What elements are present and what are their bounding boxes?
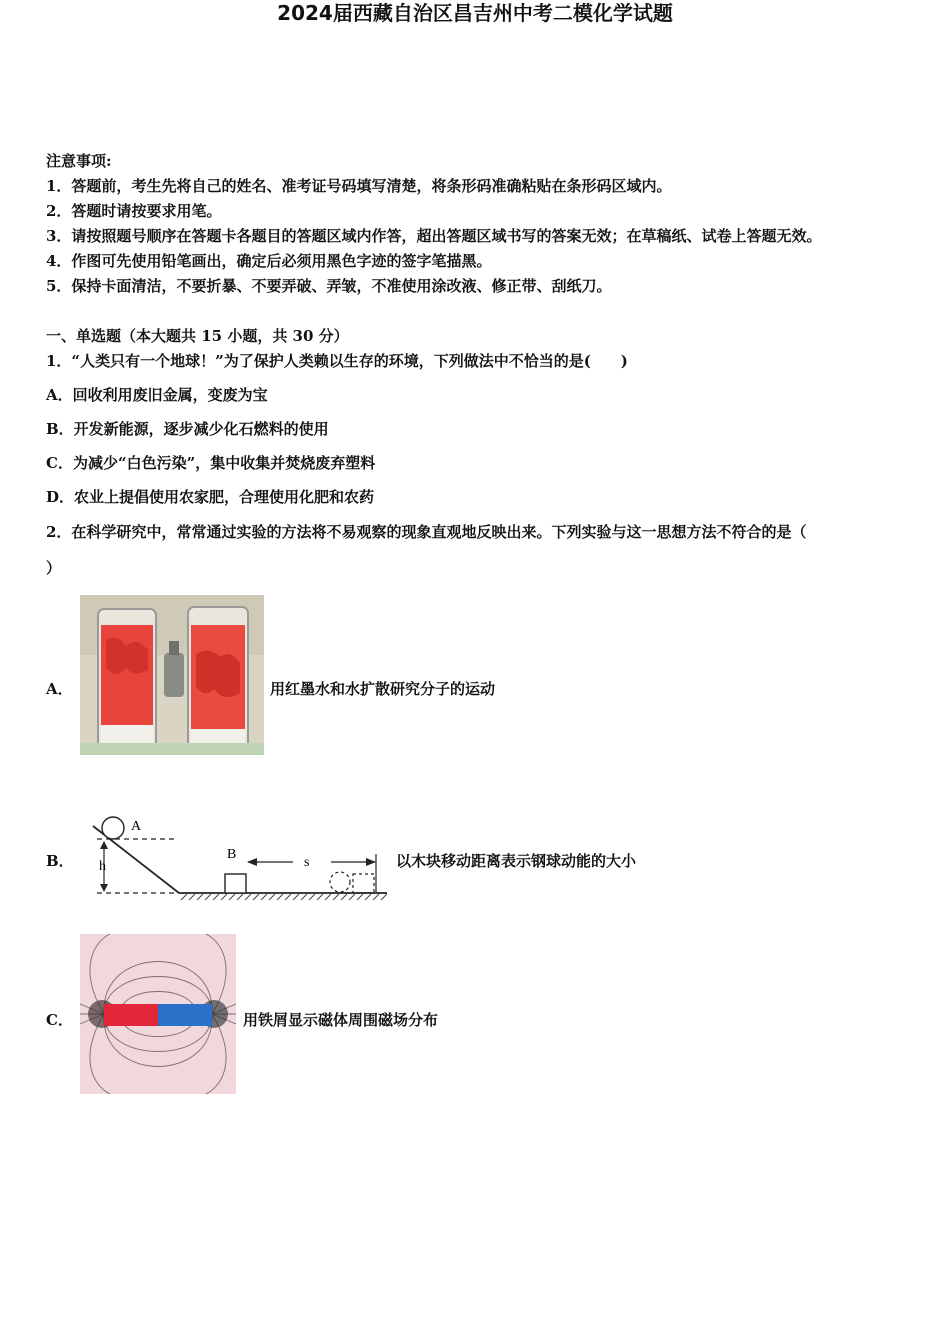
option-b-letter: B． bbox=[46, 852, 74, 870]
height-label: h bbox=[99, 859, 106, 874]
ink-diffusion-photo bbox=[80, 595, 264, 755]
distance-label: s bbox=[304, 855, 310, 870]
option-a-text: 用红墨水和水扩散研究分子的运动 bbox=[270, 680, 496, 698]
block-label: B bbox=[227, 847, 237, 862]
option-b-text: 以木块移动距离表示钢球动能的大小 bbox=[396, 852, 637, 870]
question-stem: 1．“人类只有一个地球！”为了保护人类赖以生存的环境，下列做法中不恰当的是( ) bbox=[46, 352, 628, 370]
question-stem: 2．在科学研究中，常常通过实验的方法将不易观察的现象直观地反映出来。下列实验与这一思想方法不符合的是（ bbox=[46, 523, 807, 541]
notice-item: 2．答题时请按要求用笔。 bbox=[46, 202, 222, 220]
notice-item: 3．请按照题号顺序在答题卡各题目的答题区域内作答，超出答题区域书写的答案无效；在草稿纸、试卷上答题无效。 bbox=[46, 227, 822, 245]
magnetic-field-photo bbox=[80, 934, 236, 1094]
question-stem-continued: ） bbox=[46, 559, 62, 577]
section-heading: 一、单选题（本大题共 15 小题，共 30 分） bbox=[46, 327, 349, 345]
option-c-text: 用铁屑显示磁体周围磁场分布 bbox=[243, 1011, 439, 1029]
option-d: D．农业上提倡使用农家肥，合理使用化肥和农药 bbox=[46, 488, 375, 506]
ball-label: A bbox=[131, 819, 142, 834]
notice-item: 4．作图可先使用铅笔画出，确定后必须用黑色字迹的签字笔描黑。 bbox=[46, 252, 492, 270]
option-c: C．为减少“白色污染”，集中收集并焚烧废弃塑料 bbox=[46, 454, 376, 472]
option-c-letter: C． bbox=[46, 1011, 73, 1029]
kinetic-energy-diagram bbox=[85, 812, 390, 908]
notice-heading: 注意事项: bbox=[46, 152, 112, 170]
magnet-south bbox=[158, 1004, 212, 1026]
notice-item: 5．保持卡面清洁，不要折暴、不要弄破、弄皱，不准使用涂改液、修正带、刮纸刀。 bbox=[46, 277, 612, 295]
steel-ball bbox=[102, 817, 124, 839]
option-a: A．回收利用废旧金属，变废为宝 bbox=[46, 386, 268, 404]
option-b: B．开发新能源，逐步减少化石燃料的使用 bbox=[46, 420, 329, 438]
magnet-north bbox=[104, 1004, 158, 1026]
option-a-letter: A． bbox=[46, 680, 73, 698]
wood-block bbox=[225, 874, 246, 893]
notice-item: 1．答题前，考生先将自己的姓名、准考证号码填写清楚，将条形码准确粘贴在条形码区域内。 bbox=[46, 177, 672, 195]
page-title: 2024届西藏自治区昌吉州中考二模化学试题 bbox=[277, 1, 673, 25]
